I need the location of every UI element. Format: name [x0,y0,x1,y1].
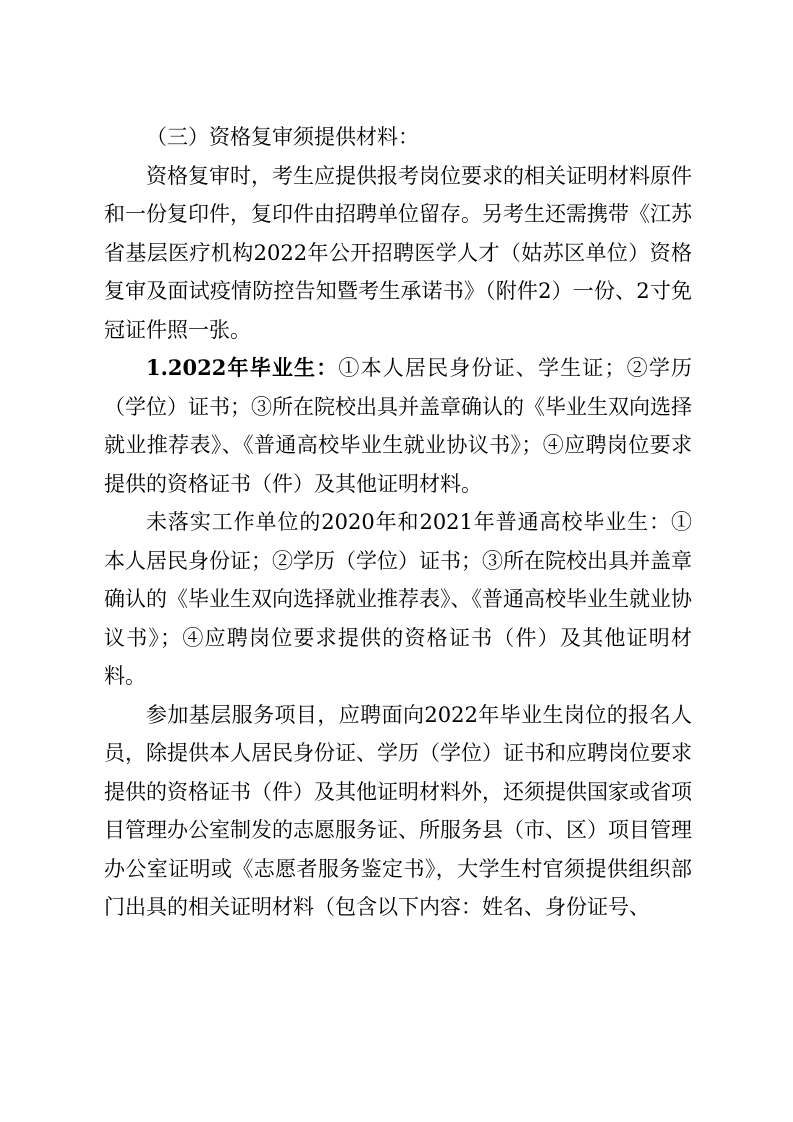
paragraph-grassroots-service: 参加基层服务项目，应聘面向2022年毕业生岗位的报名人员，除提供本人居民身份证、学历（学位）证书和应聘岗位要求提供的资格证书（件）及其他证明材料外，还须提供国家或省项目管理办公室制发的志愿服务证、所服务县（市、区）项目管理办公室证明或《志愿者服务鉴定书》，大学生村官须提供组织部门出具的相关证明材料（包含以下内容：姓名、身份证号、 [104,702,692,919]
paragraph-body: ①本人居民身份证、学生证；②学历（学位）证书；③所在院校出具并盖章确认的《毕业生双向选择就业推荐表》、《普通高校毕业生就业协议书》；④应聘岗位要求提供的资格证书（件）及其他证明材料。 [104,356,692,496]
section-heading: （三）资格复审须提供材料： [146,125,419,149]
paragraph-lead-bold: 1.2022年毕业生： [146,355,339,380]
paragraph-2022-graduates [104,349,692,503]
paragraph-2020-2021-graduates: 未落实工作单位的2020年和2021年普通高校毕业生：①本人居民身份证；②学历（学位）证书；③所在院校出具并盖章确认的《毕业生双向选择就业推荐表》、《普通高校毕业生就业协议书》；④应聘岗位要求提供的资格证书（件）及其他证明材料。 [104,510,692,688]
paragraph-review-requirements: 资格复审时，考生应提供报考岗位要求的相关证明材料原件和一份复印件，复印件由招聘单位留存。另考生还需携带《江苏省基层医疗机构2022年公开招聘医学人才（姑苏区单位）资格复审及面试疫情防控告知暨考生承诺书》（附件2）一份、2寸免冠证件照一张。 [104,163,692,342]
document-body [104,118,692,927]
